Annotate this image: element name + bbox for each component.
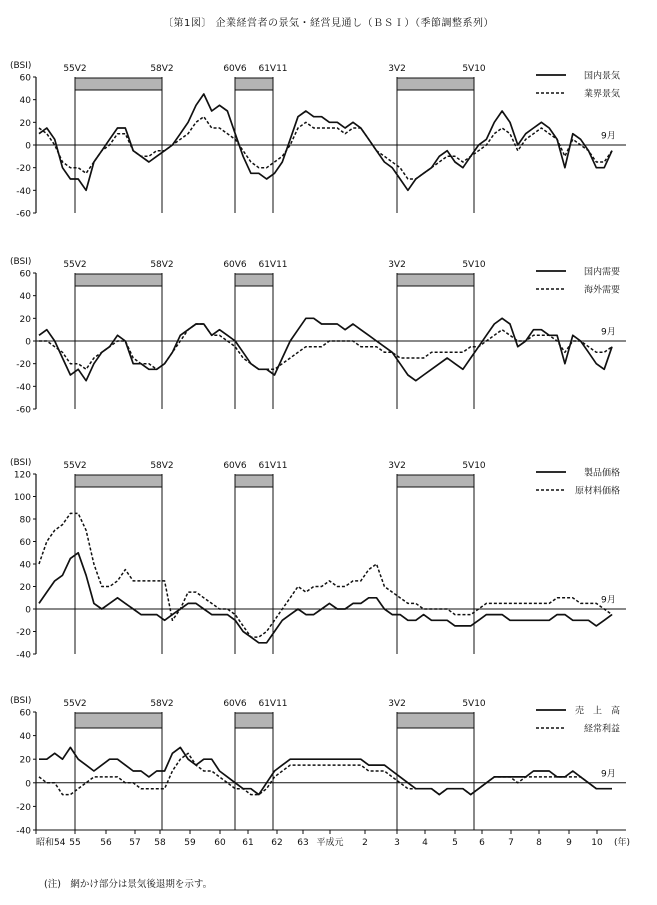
y-axis-label: (BSI) bbox=[10, 696, 32, 706]
series-line-1 bbox=[39, 553, 612, 643]
y-tick-label: 60 bbox=[19, 73, 31, 84]
recession-end-label: 61V11 bbox=[258, 699, 288, 709]
recession-start-label: 55V2 bbox=[63, 260, 87, 270]
x-tick-label: 5 bbox=[452, 838, 458, 848]
legend-label-1: 国内景気 bbox=[583, 71, 620, 82]
y-tick-label: 80 bbox=[19, 515, 31, 526]
series-line-2 bbox=[39, 324, 612, 369]
x-tick-label: 2 bbox=[362, 838, 368, 848]
y-tick-label: -40 bbox=[16, 186, 31, 197]
y-tick-label: 0 bbox=[25, 337, 31, 348]
recession-shade bbox=[397, 713, 474, 728]
x-tick-label: 8 bbox=[536, 838, 542, 848]
recession-shade bbox=[397, 78, 474, 90]
x-tick-label: 3 bbox=[394, 838, 400, 848]
recession-start-label: 3V2 bbox=[388, 64, 406, 74]
y-tick-label: 20 bbox=[19, 755, 31, 766]
recession-shade bbox=[75, 274, 162, 286]
recession-end-label: 58V2 bbox=[150, 461, 174, 471]
recession-shade bbox=[235, 475, 273, 487]
footnote: (注) 網かけ部分は景気後退期を示す。 bbox=[44, 879, 213, 890]
y-axis-label: (BSI) bbox=[10, 257, 32, 267]
y-tick-label: 40 bbox=[19, 292, 31, 303]
x-tick-label: 61 bbox=[242, 838, 254, 848]
y-tick-label: 40 bbox=[19, 96, 31, 107]
x-tick-label: 55 bbox=[69, 838, 81, 848]
y-tick-label: -60 bbox=[16, 209, 31, 220]
recession-start-label: 55V2 bbox=[63, 699, 87, 709]
x-tick-label: 57 bbox=[129, 838, 141, 848]
y-tick-label: -20 bbox=[16, 164, 31, 175]
recession-shade bbox=[397, 274, 474, 286]
recession-shade bbox=[235, 274, 273, 286]
recession-end-label: 58V2 bbox=[150, 260, 174, 270]
y-tick-label: 100 bbox=[13, 493, 31, 503]
chart-panel-2 bbox=[10, 257, 626, 416]
end-month-label: 9月 bbox=[601, 769, 616, 780]
legend-label-1: 国内需要 bbox=[583, 267, 620, 278]
recession-start-label: 3V2 bbox=[388, 260, 406, 270]
legend-label-2: 原材料価格 bbox=[574, 486, 620, 497]
recession-end-label: 5V10 bbox=[462, 461, 486, 471]
y-axis-label: (BSI) bbox=[10, 61, 32, 71]
legend-label-1: 製品価格 bbox=[583, 468, 620, 479]
recession-start-label: 3V2 bbox=[388, 699, 406, 709]
y-tick-label: 60 bbox=[19, 708, 31, 719]
legend-label-2: 経常利益 bbox=[583, 724, 620, 735]
recession-start-label: 55V2 bbox=[63, 461, 87, 471]
y-axis-label: (BSI) bbox=[10, 458, 32, 468]
y-tick-label: 40 bbox=[19, 732, 31, 743]
series-line-2 bbox=[39, 513, 612, 637]
recession-shade bbox=[397, 475, 474, 487]
end-month-label: 9月 bbox=[601, 595, 616, 606]
x-tick-label: 10 bbox=[591, 838, 603, 848]
end-month-label: 9月 bbox=[601, 327, 616, 338]
y-tick-label: -40 bbox=[16, 650, 31, 661]
recession-end-label: 61V11 bbox=[258, 260, 288, 270]
recession-start-label: 60V6 bbox=[223, 260, 247, 270]
chart-panel-3 bbox=[10, 458, 626, 661]
x-tick-label: 59 bbox=[184, 838, 196, 848]
recession-shade bbox=[75, 78, 162, 90]
recession-end-label: 5V10 bbox=[462, 64, 486, 74]
recession-start-label: 60V6 bbox=[223, 699, 247, 709]
x-tick-label: 6 bbox=[479, 838, 485, 848]
x-tick-label: 56 bbox=[100, 838, 112, 848]
legend-label-2: 海外需要 bbox=[583, 285, 620, 296]
series-line-1 bbox=[39, 94, 612, 190]
legend-label-2: 業界景気 bbox=[583, 89, 620, 100]
recession-end-label: 61V11 bbox=[258, 461, 288, 471]
page-title: 〔第1図〕 企業経営者の景気・経営見通し（ＢＳＩ）（季節調整系列） bbox=[162, 18, 495, 29]
x-tick-label: 60 bbox=[214, 838, 226, 848]
x-tick-label: 7 bbox=[508, 838, 514, 848]
y-tick-label: 60 bbox=[19, 269, 31, 280]
recession-end-label: 58V2 bbox=[150, 699, 174, 709]
recession-end-label: 5V10 bbox=[462, 699, 486, 709]
x-tick-label: (年) bbox=[613, 838, 631, 848]
series-line-1 bbox=[39, 318, 612, 380]
recession-shade bbox=[235, 78, 273, 90]
x-tick-label: 平成元 bbox=[316, 838, 344, 848]
recession-start-label: 60V6 bbox=[223, 461, 247, 471]
y-tick-label: -40 bbox=[16, 826, 31, 837]
y-tick-label: 0 bbox=[25, 605, 31, 616]
recession-end-label: 61V11 bbox=[258, 64, 288, 74]
recession-end-label: 58V2 bbox=[150, 64, 174, 74]
recession-start-label: 55V2 bbox=[63, 64, 87, 74]
x-tick-label: 58 bbox=[154, 838, 166, 848]
y-tick-label: 20 bbox=[19, 118, 31, 129]
chart-panel-1 bbox=[10, 61, 626, 220]
chart-panel-4 bbox=[10, 696, 630, 848]
y-tick-label: 0 bbox=[25, 779, 31, 790]
recession-start-label: 3V2 bbox=[388, 461, 406, 471]
end-month-label: 9月 bbox=[601, 131, 616, 142]
recession-shade bbox=[235, 713, 273, 728]
y-tick-label: 0 bbox=[25, 141, 31, 152]
legend-label-1: 売 上 高 bbox=[574, 706, 620, 717]
y-tick-label: 120 bbox=[13, 470, 31, 481]
series-line-1 bbox=[39, 747, 612, 794]
x-tick-label: 63 bbox=[297, 838, 309, 848]
recession-shade bbox=[75, 713, 162, 728]
y-tick-label: 20 bbox=[19, 314, 31, 325]
y-tick-label: -20 bbox=[16, 628, 31, 638]
y-tick-label: -20 bbox=[16, 802, 31, 813]
y-tick-label: -60 bbox=[16, 405, 31, 416]
recession-shade bbox=[75, 475, 162, 487]
recession-start-label: 60V6 bbox=[223, 64, 247, 74]
y-tick-label: 60 bbox=[19, 538, 31, 548]
y-tick-label: 40 bbox=[19, 560, 31, 571]
series-line-2 bbox=[39, 117, 612, 179]
x-tick-label: 4 bbox=[422, 838, 428, 848]
x-tick-label: 昭和54 bbox=[36, 838, 66, 848]
x-tick-label: 62 bbox=[271, 838, 283, 848]
y-tick-label: -40 bbox=[16, 382, 31, 393]
y-tick-label: 20 bbox=[19, 583, 31, 593]
x-tick-label: 9 bbox=[566, 838, 572, 848]
y-tick-label: -20 bbox=[16, 360, 31, 371]
recession-end-label: 5V10 bbox=[462, 260, 486, 270]
